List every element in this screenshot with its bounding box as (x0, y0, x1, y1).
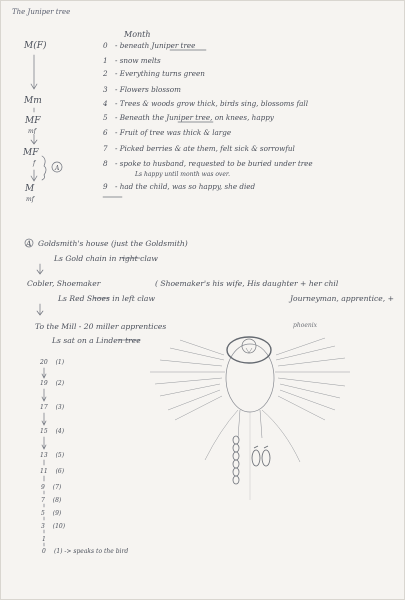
notation-circle-a: A (55, 165, 60, 172)
notation-mf-1: M(F) (24, 41, 47, 51)
count-paren: (2) (55, 380, 65, 387)
cobbler-note-2: Journeyman, apprentice, + (290, 294, 394, 303)
month-text: Beneath the Juniper tree, on knees, happy (119, 113, 274, 122)
notation-mf-5: mf (26, 196, 34, 203)
brace (42, 156, 46, 180)
count-number: 13 (40, 452, 48, 459)
mill-line: To the Mill - 20 miller apprentices (35, 322, 167, 331)
month-number: 2 (103, 69, 108, 78)
count-number: 5 (41, 510, 45, 517)
count-number: 11 (40, 468, 48, 475)
red-shoes (252, 446, 270, 466)
mill-sub: Ls sat on a Linden tree (52, 336, 141, 345)
month-number: 6 (103, 128, 108, 137)
cobbler-line: Cobler, Shoemaker (27, 279, 101, 288)
count-paren: (4) (55, 428, 65, 435)
list-item: 2 - Everything turns green (103, 69, 205, 78)
goldsmith-sub: Ls Gold chain in right claw (54, 254, 158, 263)
count-paren: (6) (55, 468, 65, 475)
month-text: Everything turns green (119, 69, 205, 78)
month-text: Picked berries & ate them, felt sick & sorrowful (119, 144, 295, 153)
month-text: Trees & woods grow thick, birds sing, blossoms fall (119, 99, 309, 108)
page-title: The Juniper tree (12, 8, 71, 16)
count-paren: (1) (55, 359, 65, 366)
count-number: 15 (40, 428, 48, 435)
notation-mf-3: MF (25, 116, 41, 126)
month-text: Flowers blossom (119, 85, 181, 94)
list-item-sub: Ls happy until month was over. (135, 171, 230, 178)
month-number: 1 (103, 56, 108, 65)
count-number: 20 (40, 359, 48, 366)
count-end-text: (1) -> speaks to the bird (54, 548, 129, 555)
count-end-number: 0 (42, 548, 46, 555)
circle-a (52, 162, 62, 172)
count-paren: (5) (55, 452, 65, 459)
notation-m-2: Mm (24, 96, 42, 106)
list-item: 7 - Picked berries & ate them, felt sick & sorrowful (103, 144, 295, 153)
month-number: 5 (103, 113, 108, 122)
gold-chain (233, 436, 239, 484)
month-number: 7 (103, 144, 108, 153)
month-number: 0 (103, 41, 108, 50)
count-paren: (3) (55, 404, 65, 411)
count-number: 7 (41, 497, 45, 504)
month-text: Fruit of tree was thick & large (119, 128, 232, 137)
notation-mf-3b: mf (28, 128, 36, 135)
count-paren: (10) (52, 523, 66, 530)
list-item: 5 - Beneath the Juniper tree, on knees, happy (103, 113, 274, 122)
left-wing (150, 340, 225, 420)
phoenix-label: phoenix (293, 322, 318, 329)
list-item: 9 - had the child, was so happy, she died (103, 182, 256, 191)
count-number: 1 (42, 536, 46, 543)
cobbler-note: ( Shoemaker's his wife, His daughter + her chil (155, 279, 339, 288)
month-text: snow melts (119, 56, 161, 65)
notation-f-4: f (33, 160, 36, 167)
goldsmith-line: Goldsmith's house (just the Goldsmith) (38, 239, 188, 248)
count-number: 9 (41, 484, 45, 491)
list-item: 1 - snow melts (103, 56, 161, 65)
month-text: beneath Juniper tree (119, 41, 196, 50)
section-circle (25, 239, 33, 247)
month-number: 9 (103, 182, 108, 191)
count-number: 3 (41, 523, 45, 530)
month-number: 3 (103, 85, 108, 94)
list-item: 0 - beneath Juniper tree (103, 41, 196, 50)
list-item: 3 - Flowers blossom (103, 85, 181, 94)
count-paren: (7) (52, 484, 62, 491)
notation-mf-4: MF (23, 148, 39, 158)
cobbler-sub: Ls Red Shoes in left claw (58, 294, 155, 303)
right-wing (275, 338, 350, 420)
count-number: 17 (40, 404, 48, 411)
month-header: Month (124, 30, 151, 39)
month-text: had the child, was so happy, she died (119, 182, 256, 191)
month-number: 8 (103, 159, 108, 168)
month-number: 4 (103, 99, 108, 108)
list-item: 6 - Fruit of tree was thick & large (103, 128, 232, 137)
month-text: spoke to husband, requested to be buried under tree (119, 159, 313, 168)
list-item: 8 - spoke to husband, requested to be buried under tree (103, 159, 313, 168)
phoenix-sketch (150, 337, 350, 500)
list-item: 4 - Trees & woods grow thick, birds sing, blossoms fall (103, 99, 309, 108)
count-number: 19 (40, 380, 48, 387)
notation-m-5: M (25, 184, 35, 194)
section-marker: A (26, 239, 32, 248)
count-paren: (9) (52, 510, 62, 517)
count-paren: (8) (52, 497, 62, 504)
